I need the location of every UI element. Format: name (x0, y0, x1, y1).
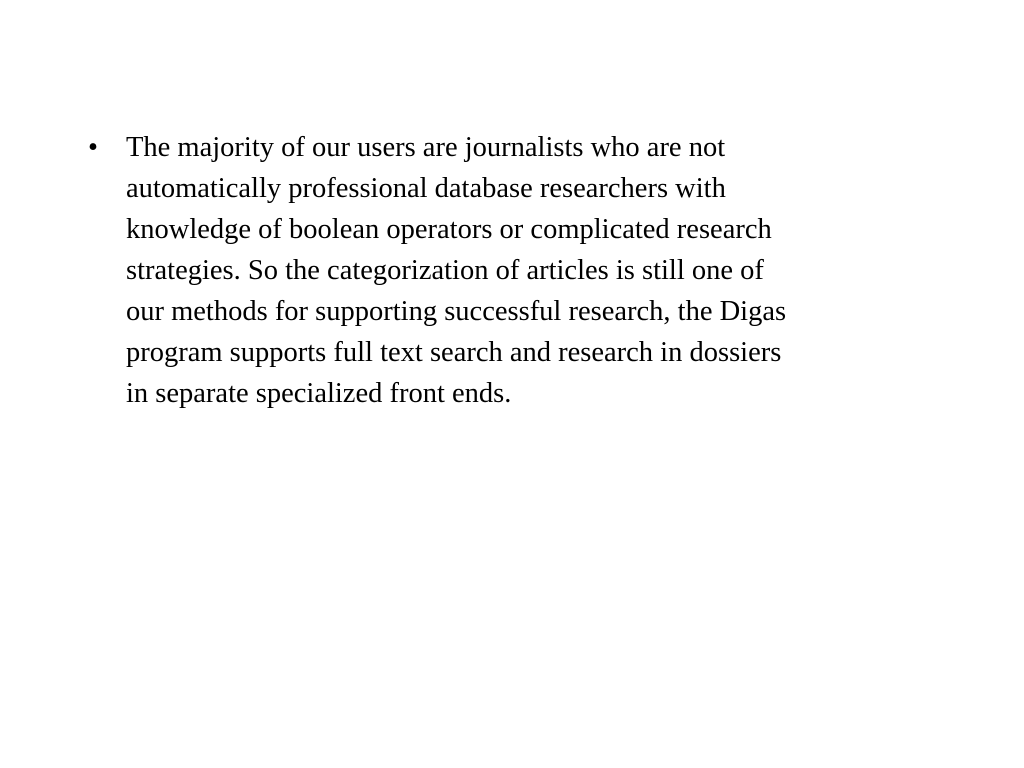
bullet-item (88, 127, 938, 414)
bullet-text-line-5: our methods for supporting successful research, the Digas (126, 296, 787, 327)
bullet-marker: • (88, 132, 98, 163)
bullet-text-line-6: program supports full text search and research in dossiers (126, 337, 782, 368)
bullet-text-line-3: knowledge of boolean operators or complicated research (126, 214, 772, 245)
bullet-text-line-7: in separate specialized front ends. (126, 378, 512, 409)
bullet-text-line-2: automatically professional database researchers with (126, 173, 726, 204)
bullet-text-line-1: The majority of our users are journalists who are not (126, 132, 726, 163)
bullet-list (88, 127, 938, 414)
bullet-text (126, 127, 938, 414)
bullet-text-line-4: strategies. So the categorization of articles is still one of (126, 255, 764, 286)
